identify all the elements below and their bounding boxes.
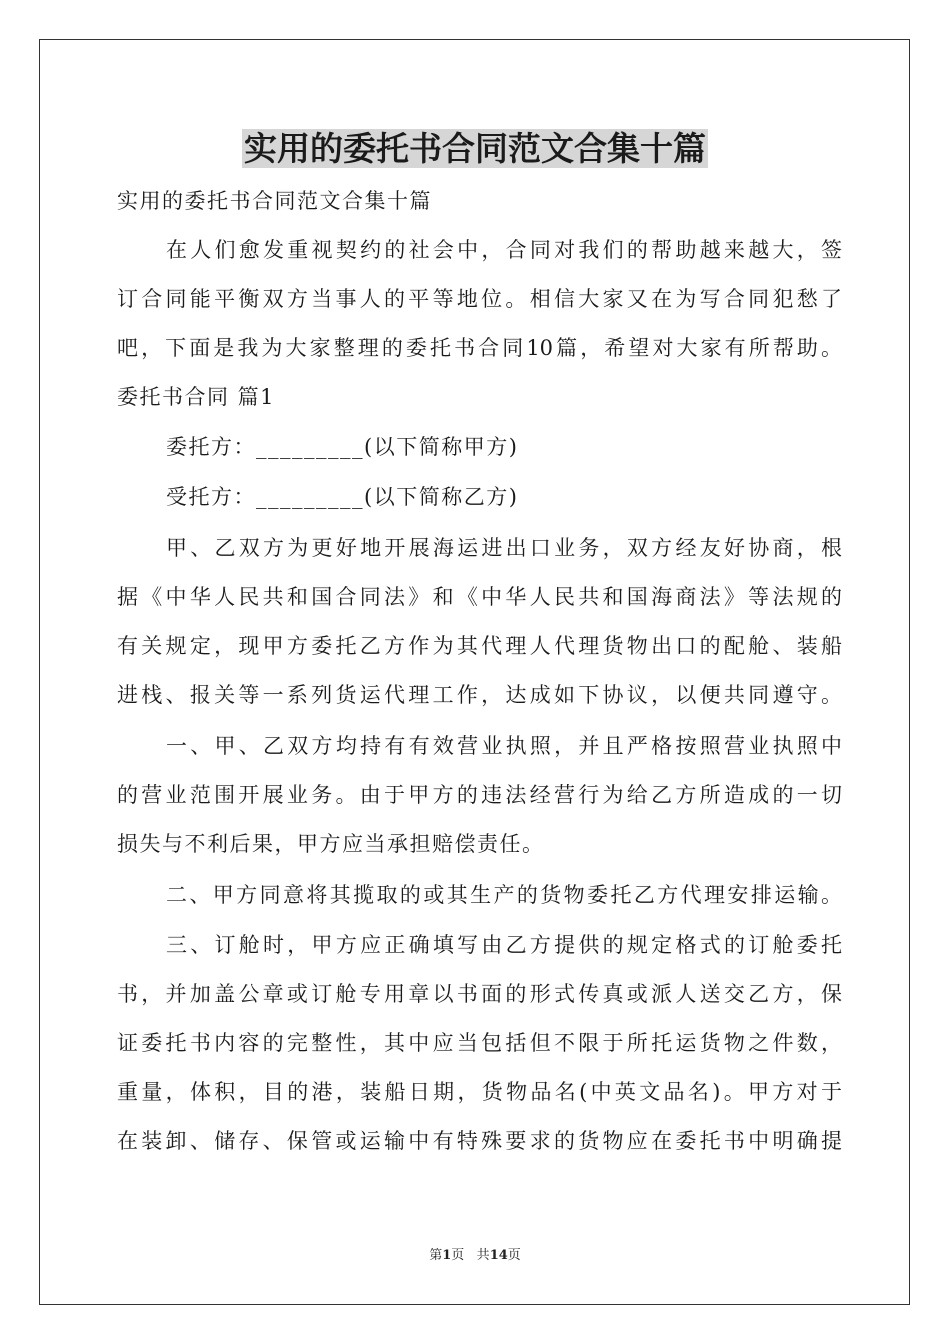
paragraph-line: 有关规定，现甲方委托乙方作为其代理人代理货物出口的配舱、装船 [117,634,842,658]
document-title [0,124,950,174]
total-prefix: 共 [476,1248,490,1263]
section-heading: 委托书合同 篇1 [117,385,276,409]
page-suffix: 页 [451,1248,465,1263]
clause-line: 证委托书内容的完整性，其中应当包括但不限于所托运货物之件数， [117,1031,842,1055]
agent-party-line: 受托方：_________(以下简称乙方) [166,485,519,509]
paragraph-line: 订合同能平衡双方当事人的平等地位。相信大家又在为写合同犯愁了 [117,287,842,311]
clause-line: 二、甲方同意将其揽取的或其生产的货物委托乙方代理安排运输。 [166,883,842,907]
paragraph-line: 据《中华人民共和国合同法》和《中华人民共和国海商法》等法规的 [117,585,842,609]
clause-line: 重量，体积，目的港，装船日期，货物品名(中英文品名)。甲方对于 [117,1080,842,1104]
paragraph-line: 吧，下面是我为大家整理的委托书合同10篇，希望对大家有所帮助。 [117,336,842,360]
paragraph-line: 在人们愈发重视契约的社会中，合同对我们的帮助越来越大，签 [166,238,842,262]
client-party-line: 委托方：_________(以下简称甲方) [166,435,519,459]
subtitle-line: 实用的委托书合同范文合集十篇 [117,189,432,213]
clause-line: 在装卸、储存、保管或运输中有特殊要求的货物应在委托书中明确提 [117,1129,842,1153]
clause-line: 损失与不利后果，甲方应当承担赔偿责任。 [117,832,545,856]
page-number: 1 [442,1248,452,1263]
page-footer [0,1247,950,1265]
paragraph-line: 甲、乙双方为更好地开展海运进出口业务，双方经友好协商，根 [166,536,842,560]
paragraph-line: 进栈、报关等一系列货运代理工作，达成如下协议，以便共同遵守。 [117,683,842,707]
clause-line: 一、甲、乙双方均持有有效营业执照，并且严格按照营业执照中 [166,734,842,758]
total-pages: 14 [489,1248,508,1263]
page-prefix: 第 [429,1248,443,1263]
total-suffix: 页 [507,1248,521,1263]
page-border [39,39,910,1305]
clause-line: 书，并加盖公章或订舱专用章以书面的形式传真或派人送交乙方，保 [117,982,842,1006]
clause-line: 的营业范围开展业务。由于甲方的违法经营行为给乙方所造成的一切 [117,783,842,807]
clause-line: 三、订舱时，甲方应正确填写由乙方提供的规定格式的订舱委托 [166,933,842,957]
document-title-text: 实用的委托书合同范文合集十篇 [244,129,706,168]
